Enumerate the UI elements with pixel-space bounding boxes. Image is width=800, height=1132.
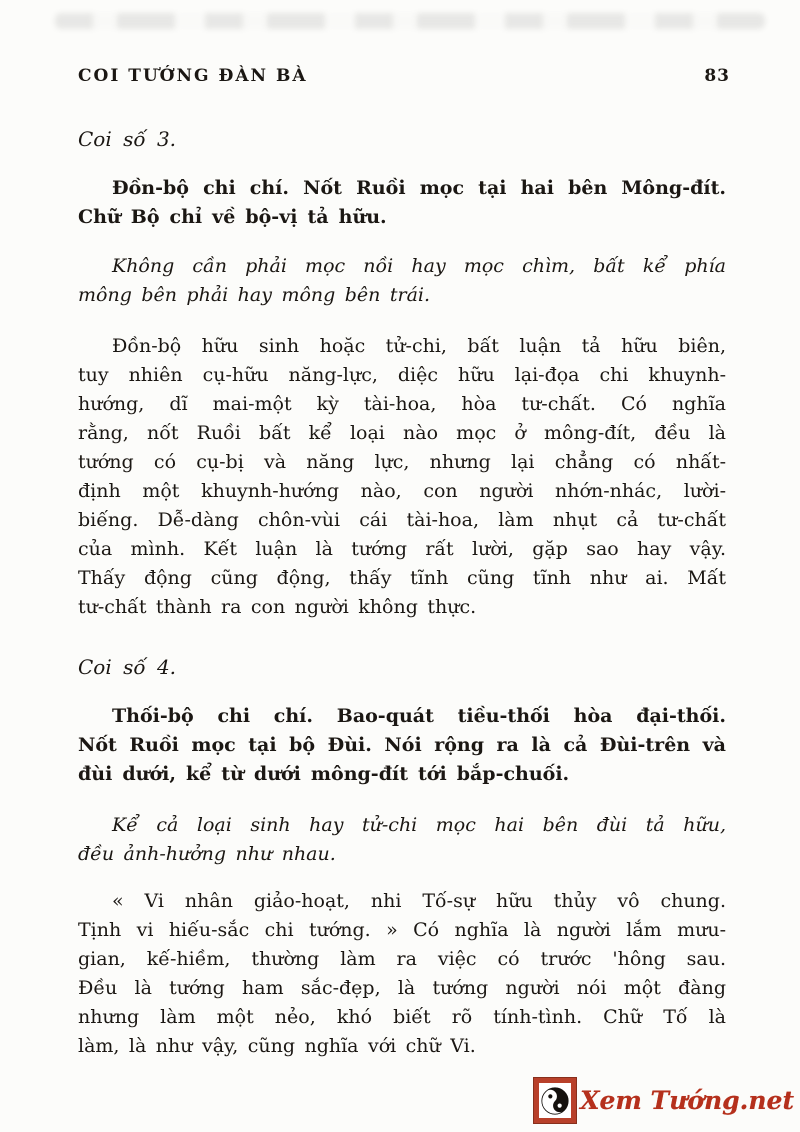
paragraph-line: « Vi nhân giảo-hoạt, nhi Tố-sự hữu thủy vô chung. — [112, 890, 726, 912]
paragraph — [78, 252, 726, 310]
paragraph-line: Đồn-bộ chi chí. Nốt Ruồi mọc tại hai bên Mông-đít. — [112, 177, 726, 199]
paragraph-line: Chữ Bộ chỉ về bộ-vị tả hữu. — [78, 206, 387, 228]
page-body — [78, 0, 726, 1061]
paragraph-line: hướng, dĩ mai-một kỳ tài-hoa, hòa tư-chất. Có nghĩa — [78, 393, 726, 415]
paragraph-line: Kể cả loại sinh hay tử-chi mọc hai bên đùi tả hữu, — [112, 814, 726, 836]
running-title: COI TƯỚNG ĐÀN BÀ — [78, 66, 308, 86]
paragraph-line: tuy nhiên cụ-hữu năng-lực, diệc hữu lại-đọa chi khuynh- — [78, 364, 726, 386]
paragraph-line: tư-chất thành ra con người không thực. — [78, 596, 477, 618]
paragraph-line: biếng. Dễ-dàng chôn-vùi cái tài-hoa, làm nhụt cả tư-chất — [78, 509, 726, 531]
paragraph-line: Nốt Ruồi mọc tại bộ Đùi. Nói rộng ra là cả Đùi-trên và — [78, 734, 726, 756]
paragraph — [78, 811, 726, 869]
paragraph-line: Đồn-bộ hữu sinh hoặc tử-chi, bất luận tả hữu biên, — [112, 335, 726, 357]
paragraph-line: Thấy động cũng động, thấy tĩnh cũng tĩnh như ai. Mất — [78, 567, 726, 589]
paragraph-line: đùi dưới, kể từ dưới mông-đít tới bắp-chuối. — [78, 763, 570, 785]
paragraph — [78, 887, 726, 1061]
yin-yang-icon — [534, 1078, 576, 1123]
watermark — [534, 1078, 794, 1123]
paragraph-line: Thối-bộ chi chí. Bao-quát tiều-thối hòa đại-thối. — [112, 705, 726, 727]
paragraph — [78, 332, 726, 622]
paragraph-line: Không cần phải mọc nồi hay mọc chìm, bất kể phía — [112, 255, 726, 277]
watermark-text: Xem Tướng.net — [580, 1086, 794, 1115]
page-number: 83 — [704, 66, 730, 86]
paragraph-line: nhưng làm một nẻo, khó biết rõ tính-tình. Chữ Tố là — [78, 1006, 726, 1028]
paragraph-line: gian, kế-hiềm, thường làm ra việc có trước 'hông sau. — [78, 948, 726, 970]
paragraph — [78, 702, 726, 789]
paragraph — [78, 174, 726, 232]
paragraph-line: làm, là như vậy, cũng nghĩa với chữ Vi. — [78, 1035, 476, 1057]
paragraph-line: của mình. Kết luận là tướng rất lười, gặp sao hay vậy. — [78, 538, 726, 560]
section-heading-coi-so-3: Coi số 3. — [78, 127, 177, 151]
section-heading-coi-so-4: Coi số 4. — [78, 655, 177, 679]
paragraph-line: rằng, nốt Ruồi bất kể loại nào mọc ở mông-đít, đều là — [78, 422, 726, 444]
paragraph-line: mông bên phải hay mông bên trái. — [78, 284, 431, 306]
paragraph-line: định một khuynh-hướng nào, con người nhớn-nhác, lười- — [78, 480, 726, 502]
paragraph-line: tướng có cụ-bị và năng lực, nhưng lại chẳng có nhất- — [78, 451, 726, 473]
paragraph-line: Đều là tướng ham sắc-đẹp, là tướng người nói một đàng — [78, 977, 726, 999]
paragraph-line: đều ảnh-hưởng như nhau. — [78, 843, 336, 865]
paragraph-line: Tịnh vi hiếu-sắc chi tướng. » Có nghĩa là người lắm mưu- — [78, 919, 726, 941]
